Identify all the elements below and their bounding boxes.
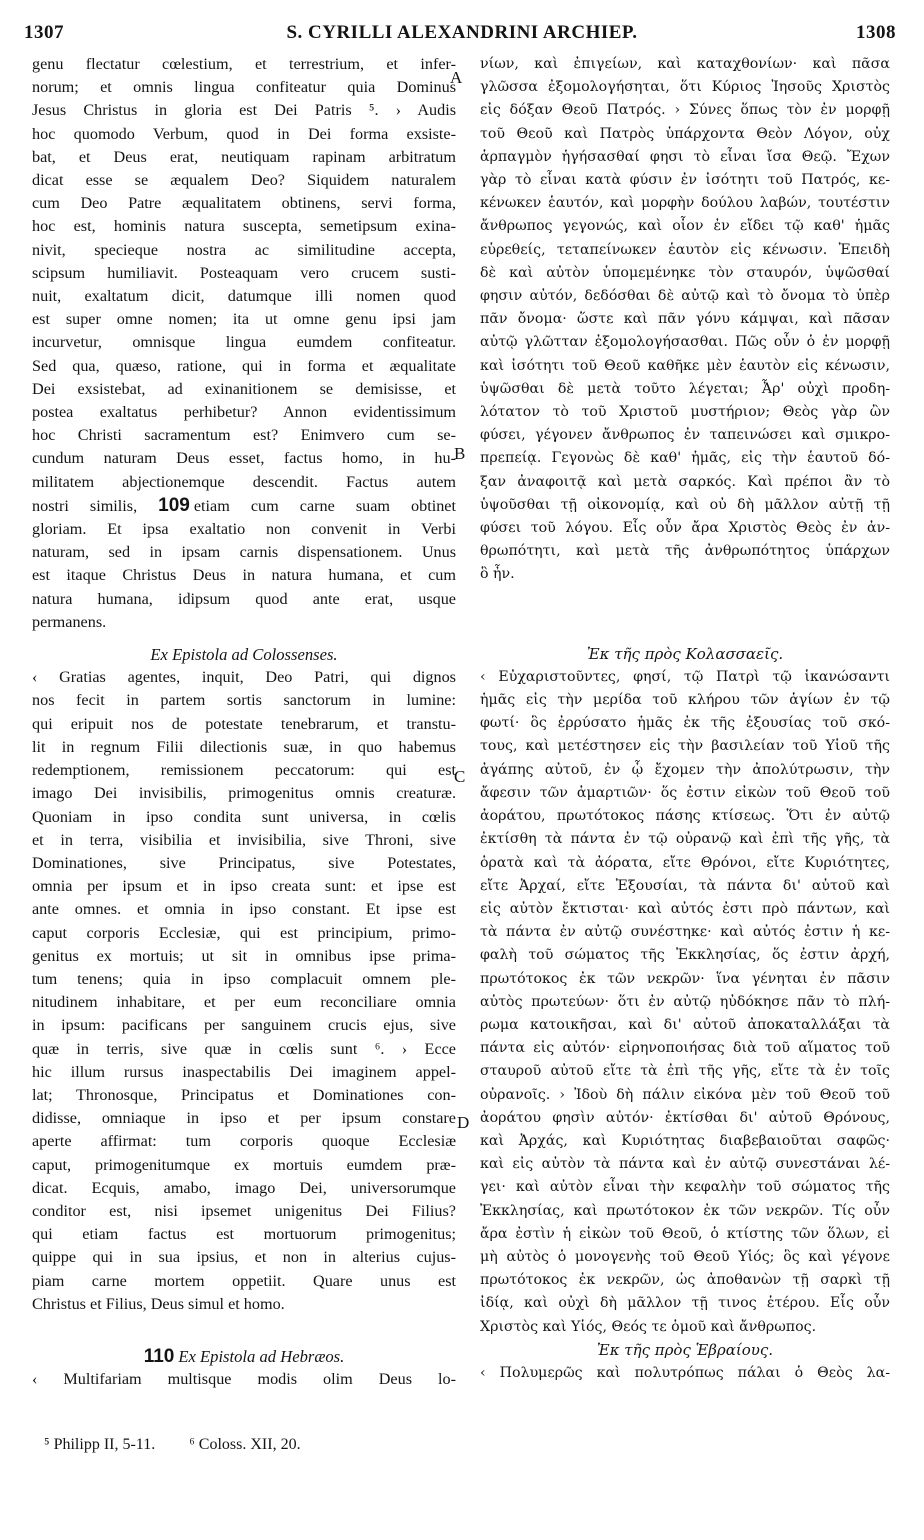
- text-line: νίων, καὶ ἐπιγείων, καὶ καταχθονίων· καὶ πᾶσα: [480, 56, 890, 72]
- text-line: ὁρατὰ καὶ τὰ ἀόρατα, εἴτε Θρόνοι, εἴτε Κυριότητες,: [480, 854, 890, 871]
- text-line: τοῦ Θεοῦ καὶ Πατρὸς ὑπάρχοντα Θεὸν Λόγον, οὐχ: [480, 125, 890, 142]
- text-line: ‹ Multifariam multisque modis olim Deus lo-: [32, 1370, 456, 1389]
- text-line: αὐτὸς πρωτεύων· ὅτι ἐν αὐτῷ ηὐδόκησε πᾶν τὸ πλή-: [480, 993, 890, 1010]
- text-line: τους, καὶ μετέστησεν εἰς τὴν βασιλείαν τοῦ Υἱοῦ τῆς: [480, 738, 890, 755]
- text-line: ἁρπαγμὸν ἡγήσασθαί φησι τὸ εἶναι ἴσα Θεῷ. Ἔχων: [480, 148, 890, 165]
- text-line: gloriam. Et ipsa exaltatio non convenit in Verbi: [32, 520, 456, 539]
- text-line: φύσει, γέγονεν ἄνθρωπος ἐν ταπεινώσει καὶ σμικρο-: [480, 427, 890, 444]
- footnotes: [44, 1436, 331, 1454]
- text-line: ἄφεσιν τῶν ἁμαρτιῶν· ὅς ἐστιν εἰκὼν τοῦ Θεοῦ τοῦ: [480, 784, 890, 801]
- text-line: dicat. Ecquis, amabo, imago Dei, universorumque: [32, 1178, 456, 1197]
- text-line: nitudinem inhabitare, et per eum reconciliare omnia: [32, 993, 456, 1012]
- text-line: lit in regnum Filii dilectionis suæ, in quo habemus: [32, 737, 456, 756]
- text-line: cum Deo Patre æqualitatem obtinens, servi forma,: [32, 194, 456, 213]
- text-line: δὲ καὶ αὐτὸν ὑπομεμένηκε τὸν σταυρόν, ὑψῶσθαί: [480, 264, 890, 281]
- text-line: nivit, specieque nostra ac similitudine accepta,: [32, 240, 456, 259]
- greek-heading-colossians: Ἐκ τῆς πρὸς Κολασσαεῖς.: [586, 644, 784, 663]
- chapter-number-109: 109: [158, 494, 190, 516]
- text-line: φησιν αὐτόν, δεδόσθαι δὲ αὐτῷ καὶ τὸ ὄνομα τὸ ὑπὲρ: [480, 288, 890, 305]
- text-line: imago Dei invisibilis, primogenitus omnis creaturæ.: [32, 784, 456, 803]
- text-line: πάντα εἰς αὐτόν· εἰρηνοποιήσας διὰ τοῦ αἵματος τοῦ: [480, 1040, 890, 1057]
- text-line: καὶ ἰσότητι τοῦ Θεοῦ καθῆκε μὲν ἑαυτὸν εἰς κένωσιν,: [480, 357, 890, 374]
- text-line: λότατον τὸ τοῦ Χριστοῦ μυστήριον; Θεὸς γὰρ ὢν: [480, 404, 890, 421]
- text-line: nos fecit in partem sortis sanctorum in lumine:: [32, 691, 456, 710]
- latin-line-109-before: nostri similis,: [32, 496, 138, 515]
- text-line: ἀοράτου φησὶν αὐτόν· ἐκτίσθαι δι' αὐτοῦ Θρόνους,: [480, 1109, 890, 1126]
- latin-heading-colossians: Ex Epistola ad Colossenses.: [150, 645, 338, 665]
- text-line: est super omne nomen; ita ut omne genu ipsi jam: [32, 310, 456, 329]
- latin-column: [32, 53, 456, 1391]
- text-line: didisse, omniaque in ipso et per ipsum constare: [32, 1109, 456, 1128]
- text-line: scipsum humiliavit. Posteaquam vero crucem susti-: [32, 263, 456, 282]
- text-line: εἰς αὐτὸν ἔκτισται· καὶ αὐτός ἐστι πρὸ πάντων, καὶ: [480, 900, 890, 917]
- margin-marker-b: B: [454, 444, 466, 463]
- text-line: norum; et omnis lingua confiteatur quia Dominus: [32, 78, 456, 97]
- text-line: conditor est, nisi ipsemet unigenitus Dei Filius?: [32, 1201, 456, 1220]
- text-line: Christus et Filius, Deus simul et homo.: [32, 1294, 285, 1313]
- text-line: γει· καὶ αὐτὸν εἶναι τὴν κεφαλὴν τοῦ σώματος τῆς: [480, 1179, 890, 1196]
- latin-block-1b: [32, 518, 456, 634]
- text-line: naturam, sed in ipsam carnis dispensationem. Unus: [32, 543, 456, 562]
- text-line: φύσει τοῦ λόγου. Εἷς οὖν ἄρα Χριστὸς Θεὸς ἐν ἀν-: [480, 520, 890, 537]
- text-line: ἰδίᾳ, καὶ οὐχὶ δὴ μᾶλλον τῇ τινος ἑτέρου. Εἷς οὖν: [480, 1295, 890, 1312]
- text-line: ἡμᾶς εἰς τὴν μερίδα τοῦ κλήρου τῶν ἁγίων ἐν τῷ: [480, 692, 890, 709]
- text-line: redemptionem, remissionem peccatorum: qui est: [32, 761, 456, 780]
- text-line: τὰ πάντα ἐν αὐτῷ συνέστηκε· καὶ αὐτός ἐστιν ἡ κε-: [480, 924, 890, 941]
- text-line: natura humana, idipsum quod ante erat, usque: [32, 589, 456, 608]
- text-line: γλῶσσα ἐξομολογήσηται, ὅτι Κύριος Ἰησοῦς Χριστὸς: [480, 79, 890, 96]
- text-line: hic illum rursus inaspectabilis Dei imaginem appel-: [32, 1062, 456, 1081]
- text-line: postea exaltatus perhibetur? Annon evidentissimum: [32, 403, 456, 422]
- text-line: hoc quomodo Verbum, quod in Dei forma exsiste-: [32, 124, 456, 143]
- text-line: militatem abjectionemque descendit. Factus autem: [32, 472, 456, 491]
- text-line: αὐτῷ γλῶτταν ἐξομολογήσασθαι. Πῶς οὖν ὁ ἐν μορφῇ: [480, 334, 890, 351]
- text-line: bat, et Deus erat, neutiquam rapinam arbitratum: [32, 147, 456, 166]
- latin-line-109-after: etiam cum carne suam obtinet: [193, 496, 456, 515]
- text-line: est itaque Christus Deus in natura humana, et cum: [32, 566, 456, 585]
- text-line: γὰρ τὸ εἶναι κατὰ φύσιν ἐν ἰσότητι τοῦ Πατρός, κε-: [480, 172, 890, 189]
- text-line: genu flectatur cœlestium, et terrestrium, et infer-: [32, 55, 456, 73]
- text-line: quæ in terris, sive quæ in cœlis sunt ⁶. › Ecce: [32, 1039, 456, 1058]
- text-line: lat; Thronosque, Principatus et Dominationes con-: [32, 1085, 456, 1104]
- page-number-right: 1308: [856, 22, 896, 43]
- text-line: hoc Christi sacramentum est? Enimvero cum se-: [32, 426, 456, 445]
- text-line: Χριστὸς καὶ Υἱός, Θεός τε ὁμοῦ καὶ ἄνθρωπος.: [480, 1318, 817, 1335]
- text-line: ἀοράτου, πρωτότοκος πάσης κτίσεως. Ὅτι ἐν αὐτῷ: [480, 808, 890, 825]
- text-line: Dei exsistebat, ad exinanitionem se demisisse, et: [32, 379, 456, 398]
- greek-block-3: [480, 1362, 890, 1385]
- text-line: ρωμα κατοικῆσαι, καὶ δι' αὐτοῦ ἀποκαταλλάξαι τὰ: [480, 1016, 890, 1033]
- text-line: ἄρα ἐστὶν ἡ εἰκὼν τοῦ Θεοῦ, ὁ κτίστης τῶν ὅλων, εἰ: [480, 1225, 890, 1242]
- text-line: Quoniam in ipso condita sunt universa, in cœlis: [32, 807, 456, 826]
- text-line: ὃ ἦν.: [480, 566, 515, 583]
- text-line: caput, primogenitumque ex mortuis eumdem præ-: [32, 1155, 456, 1174]
- text-line: πᾶν ὄνομα· ὥστε καὶ πᾶν γόνυ κάμψαι, καὶ πᾶσαν: [480, 311, 890, 328]
- text-line: κένωκεν ἑαυτόν, καὶ μορφὴν δούλου λαβών, τουτέστιν: [480, 195, 890, 212]
- text-line: πρεπείᾳ. Γεγονὼς δὲ καθ' ἡμᾶς, εἰς τὴν ἑαυτοῦ δό-: [480, 450, 890, 467]
- text-line: ἄνθρωπος γεγονώς, καὶ οἷον ἐν εἴδει τῷ καθ' ἡμᾶς: [480, 218, 890, 235]
- text-line: φαλὴ τοῦ σώματος τῆς Ἐκκλησίας, ὅς ἐστιν ἀρχή,: [480, 947, 890, 964]
- greek-block-1: [480, 53, 890, 587]
- text-line: εἰς δόξαν Θεοῦ Πατρός. › Σύνες ὅπως τὸν ἐν μορφῇ: [480, 102, 890, 119]
- text-line: tum tenens; quia in ipso complacuit omnem ple-: [32, 969, 456, 988]
- text-line: quippe qui in sua ipsius, et non in alterius cujus-: [32, 1248, 456, 1267]
- text-line: cundum naturam Deus esset, factus homo, in hu-: [32, 449, 456, 468]
- text-line: aperte affirmat: tum corporis quoque Ecclesiæ: [32, 1132, 456, 1151]
- text-line: ὑψοῦσθαι τῇ οἰκονομίᾳ, καὶ οὐ δὴ μᾶλλον αὐτῇ τῇ: [480, 496, 890, 513]
- text-line: εἴτε Ἀρχαί, εἴτε Ἐξουσίαι, τὰ πάντα δι' αὐτοῦ καὶ: [480, 877, 890, 894]
- text-line: piam carne mortem oppetiit. Quare unus est: [32, 1271, 456, 1290]
- text-line: hoc est, hominis natura suscepta, semetipsum exina-: [32, 217, 456, 236]
- text-line: ante omnes. et omnia in ipso constant. Et ipse est: [32, 900, 456, 919]
- page-number-left: 1307: [24, 22, 64, 43]
- greek-heading-hebrews: Ἐκ τῆς πρὸς Ἑβραίους.: [596, 1340, 774, 1359]
- text-line: ἀγάπης αὐτοῦ, ἐν ᾧ ἔχομεν τὴν ἀπολύτρωσιν, τὴν: [480, 761, 890, 778]
- text-line: caput corporis Ecclesiæ, qui est principium, primo-: [32, 923, 456, 942]
- latin-heading-hebrews: [32, 1345, 456, 1368]
- greek-column: [480, 53, 890, 1385]
- text-line: permanens.: [32, 612, 107, 631]
- text-line: qui eripuit nos de potestate tenebrarum, et transtu-: [32, 714, 456, 733]
- margin-marker-c: C: [454, 767, 466, 786]
- chapter-number-110: 110: [143, 1345, 175, 1367]
- text-line: ἐκτίσθη τὰ πάντα ἐν τῷ οὐρανῷ καὶ ἐπὶ τῆς γῆς, τὰ: [480, 831, 890, 848]
- text-line: omnia per ipsum et in ipso creata sunt: et ipse est: [32, 877, 456, 896]
- latin-block-3: [32, 1368, 456, 1391]
- footnote-6: ⁶ Coloss. XII, 20.: [189, 1436, 301, 1453]
- text-line: Jesus Christus in gloria est Dei Patris ⁵. › Audis: [32, 101, 456, 120]
- latin-block-1: [32, 53, 456, 494]
- latin-block-2: [32, 666, 456, 1316]
- text-line: φωτί· ὃς ἐρρύσατο ἡμᾶς ἐκ τῆς ἐξουσίας τοῦ σκό-: [480, 715, 890, 732]
- text-line: dicat esse se æqualem Deo? Siquidem naturalem: [32, 171, 456, 190]
- text-line: Dominationes, sive Principatus, sive Potestates,: [32, 853, 456, 872]
- text-line: qui etiam factus est mortuorum primogenitus;: [32, 1225, 456, 1244]
- text-line: et in terra, visibilia et invisibilia, sive Throni, sive: [32, 830, 456, 849]
- text-line: ὑψῶσθαι δὲ μετὰ τοῦτο λέγεται; Ἆρ' οὐχὶ προδη-: [480, 380, 890, 397]
- margin-marker-a: A: [450, 68, 463, 87]
- greek-block-2: [480, 666, 890, 1339]
- latin-line-109: [32, 494, 456, 518]
- text-line: μὴ αὐτὸς ὁ μονογενὴς τοῦ Θεοῦ Υἱός; ὃς καὶ γέγονε: [480, 1248, 890, 1265]
- text-line: Ἐκκλησίας, καὶ πρωτότοκον ἐκ τῶν νεκρῶν. Τίς οὖν: [480, 1202, 890, 1219]
- text-line: καὶ εἰς αὐτὸν τὰ πάντα καὶ ἐν αὐτῷ συνεστάναι λέ-: [480, 1156, 890, 1173]
- text-line: ‹ Gratias agentes, inquit, Deo Patri, qui dignos: [32, 668, 456, 687]
- margin-marker-d: D: [457, 1113, 470, 1132]
- footnote-5: ⁵ Philipp II, 5-11.: [44, 1436, 156, 1453]
- text-line: σταυροῦ αὐτοῦ εἴτε τὰ ἐπὶ τῆς γῆς, εἴτε τὰ ἐν τοῖς: [480, 1063, 890, 1080]
- text-line: πρωτότοκος ἐκ νεκρῶν, ὡς ἀποθανὼν τῇ σαρκὶ τῇ: [480, 1272, 890, 1289]
- text-line: incurvetur, omnisque lingua eumdem confiteatur.: [32, 333, 456, 352]
- text-line: Sed qua, quæso, ratione, qui in forma et æqualitate: [32, 356, 456, 375]
- text-line: ‹ Εὐχαριστοῦντες, φησί, τῷ Πατρὶ τῷ ἱκανώσαντι: [480, 668, 890, 685]
- text-line: πρωτότοκος ἐκ τῶν νεκρῶν· ἵνα γένηται ἐν πᾶσιν: [480, 970, 890, 987]
- text-line: καὶ Ἀρχάς, καὶ Κυριότητας διαβεβαιοῦται σαφῶς·: [480, 1132, 890, 1149]
- text-line: ‹ Πολυμερῶς καὶ πολυτρόπως πάλαι ὁ Θεὸς λα-: [480, 1364, 890, 1381]
- text-line: θρωπότητι, καὶ μετὰ τῆς ἀνθρωπότητος ὑπάρχων: [480, 543, 890, 560]
- text-line: οὐρανοῖς. › Ἰδοὺ δὴ πάλιν εἰκόνα μὲν τοῦ Θεοῦ τοῦ: [480, 1086, 890, 1103]
- latin-heading-hebrews-text: Ex Epistola ad Hebræos.: [178, 1346, 345, 1366]
- text-line: ξαν ἀναφοιτᾷ καὶ μετὰ σαρκός. Καὶ πρέποι ἂν τὸ: [480, 473, 890, 490]
- text-line: εὑρεθείς, τεταπείνωκεν ἑαυτὸν εἰς κένωσιν. Ἐπειδὴ: [480, 241, 890, 258]
- running-title: S. CYRILLI ALEXANDRINI ARCHIEP.: [286, 22, 638, 43]
- text-line: in ipsum: pacificans per sanguinem crucis ejus, sive: [32, 1016, 456, 1035]
- text-line: nuit, exaltatum dicit, datumque illi nomen quod: [32, 287, 456, 306]
- text-line: genitus ex mortuis; ut sit in omnibus ipse prima-: [32, 946, 456, 965]
